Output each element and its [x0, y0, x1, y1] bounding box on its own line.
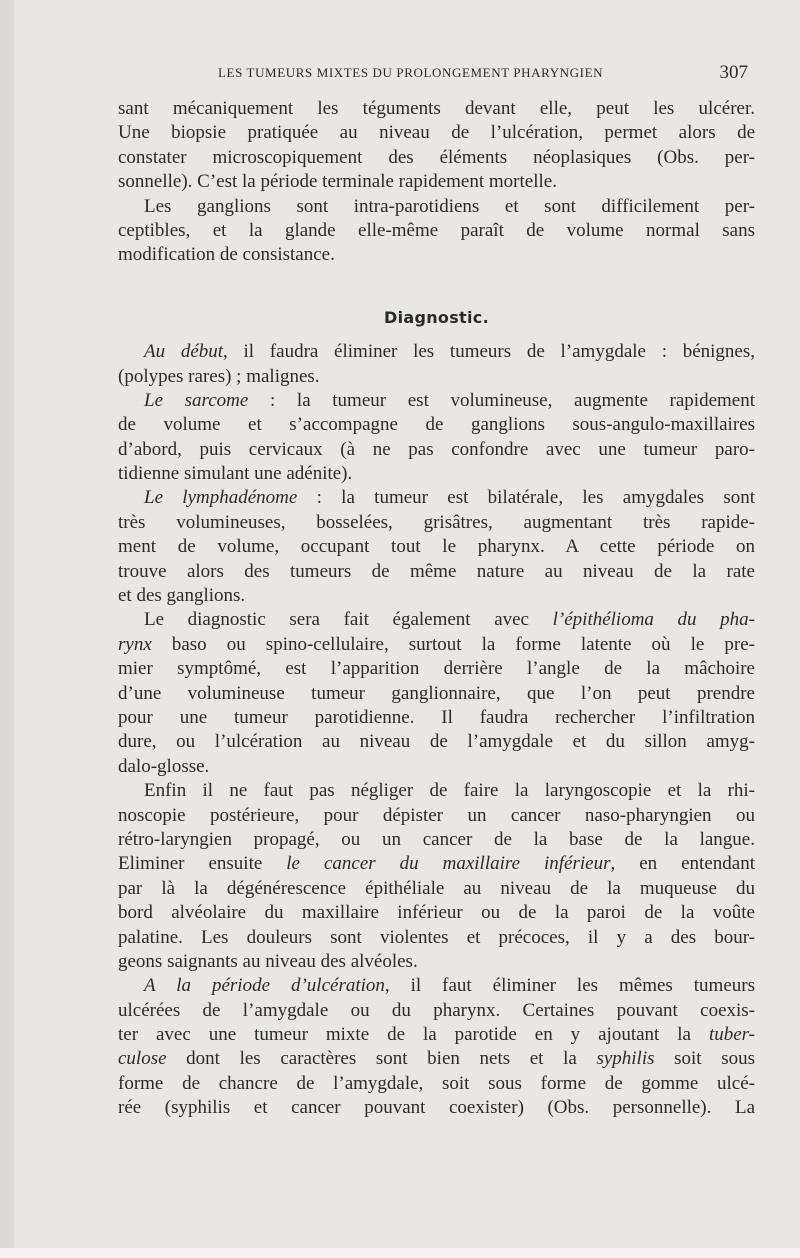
- text-line: sonnelle). C’est la période terminale rapidement mortelle.: [118, 171, 557, 193]
- text-span: , il faut éliminer les mêmes tumeurs: [384, 975, 755, 997]
- italic-term: Le sarcome: [144, 389, 249, 411]
- text-line: de volume et s’accompagne de ganglions sous-angulo-maxillaires: [118, 414, 755, 436]
- italic-term: rynx: [118, 633, 152, 655]
- text-line: dalo-glosse.: [118, 755, 210, 777]
- text-line: palatine. Les douleurs sont violentes et précoces, il y a des bour-: [118, 926, 755, 948]
- text-line: constater microscopiquement des éléments néoplasiques (Obs. per-: [118, 146, 755, 168]
- text-line: par là la dégénérescence épithéliale au niveau de la muqueuse du: [118, 877, 755, 899]
- text-span: dont les caractères sont bien nets et la: [166, 1048, 597, 1070]
- text-line: d’abord, puis cervicaux (à ne pas confondre avec une tumeur paro-: [118, 438, 755, 460]
- running-title: LES TUMEURS MIXTES DU PROLONGEMENT PHARYNGIEN: [218, 65, 604, 80]
- text-line: Les ganglions sont intra-parotidiens et sont difficilement per-: [144, 195, 755, 217]
- text-line: rée (syphilis et cancer pouvant coexister) (Obs. personnelle). La: [118, 1097, 755, 1119]
- text-line: très volumineuses, bosselées, grisâtres, augmentant très rapide-: [118, 511, 755, 533]
- text-line: [118, 633, 755, 657]
- italic-term: A la période d’ulcération: [144, 975, 385, 997]
- text-line: Une biopsie pratiquée au niveau de l’ulcération, permet alors de: [118, 122, 755, 144]
- italic-term: Au début: [144, 341, 224, 363]
- text-line: tidienne simulant une adénite).: [118, 463, 353, 485]
- text-line: Enfin il ne faut pas négliger de faire la laryngoscopie et la rhi-: [144, 780, 755, 802]
- page-number: 307: [719, 62, 748, 83]
- body-text: [118, 97, 755, 1121]
- page-header: [218, 62, 748, 84]
- text-line: [118, 608, 755, 632]
- text-line: noscopie postérieure, pour dépister un cancer naso-pharyngien ou: [118, 804, 755, 826]
- text-span: ter avec une tumeur mixte de la parotide en y ajoutant la: [118, 1024, 709, 1046]
- text-line: geons saignants au niveau des alvéoles.: [118, 950, 418, 972]
- text-span: : la tumeur est volumineuse, augmente rapidement: [248, 389, 755, 411]
- text-span: : la tumeur est bilatérale, les amygdales sont: [297, 487, 755, 509]
- text-line: bord alvéolaire du maxillaire inférieur ou de la paroi de la voûte: [118, 902, 755, 924]
- text-line: d’une volumineuse tumeur ganglionnaire, que l’on peut prendre: [118, 682, 755, 704]
- italic-term: Le lymphadénome: [144, 487, 298, 509]
- text-line: [118, 389, 755, 413]
- text-line: [118, 1023, 755, 1047]
- text-span: Le diagnostic sera fait également avec: [144, 609, 553, 631]
- text-line: ulcérées de l’amygdale ou du pharynx. Certaines pouvant coexis-: [118, 999, 755, 1021]
- text-line: pour une tumeur parotidienne. Il faudra rechercher l’infiltration: [118, 706, 755, 728]
- text-span: soit sous: [654, 1048, 755, 1070]
- text-line: trouve alors des tumeurs de même nature au niveau de la rate: [118, 560, 755, 582]
- italic-term: syphilis: [596, 1048, 655, 1070]
- text-span: Eliminer ensuite: [118, 853, 287, 875]
- text-line: modification de consistance.: [118, 244, 335, 266]
- text-line: [118, 340, 755, 364]
- italic-term: l’épithélioma du pha-: [552, 609, 755, 631]
- page-left-shadow: [0, 0, 14, 1258]
- text-line: rétro-laryngien propagé, ou un cancer de la base de la langue.: [118, 828, 755, 850]
- text-span: , il faudra éliminer les tumeurs de l’amygdale : bénignes,: [223, 341, 755, 363]
- text-line: (polypes rares) ; malignes.: [118, 365, 320, 387]
- italic-term: le cancer du maxillaire inférieur: [286, 853, 611, 875]
- text-line: [118, 1047, 755, 1071]
- text-line: et des ganglions.: [118, 585, 246, 607]
- italic-term: culose: [118, 1048, 167, 1070]
- text-span: , en entendant: [610, 853, 755, 875]
- text-line: forme de chancre de l’amygdale, soit sous forme de gomme ulcé-: [118, 1072, 755, 1094]
- section-heading-text: Diagnostic.: [384, 307, 489, 327]
- text-line: dure, ou l’ulcération au niveau de l’amygdale et du sillon amyg-: [118, 731, 755, 753]
- text-line: [118, 852, 755, 876]
- text-line: mier symptômé, est l’apparition derrière l’angle de la mâchoire: [118, 658, 755, 680]
- text-line: [118, 974, 755, 998]
- text-line: sant mécaniquement les téguments devant elle, peut les ulcérer.: [118, 98, 755, 119]
- text-span: baso ou spino-cellulaire, surtout la forme latente où le pre-: [151, 633, 755, 655]
- text-line: [118, 486, 755, 510]
- section-heading: [118, 306, 755, 330]
- italic-term: tuber-: [708, 1024, 755, 1046]
- page-bottom-edge: [0, 1248, 800, 1258]
- text-line: ceptibles, et la glande elle-même paraît de volume normal sans: [118, 219, 755, 241]
- text-line: ment de volume, occupant tout le pharynx. A cette période on: [118, 536, 755, 558]
